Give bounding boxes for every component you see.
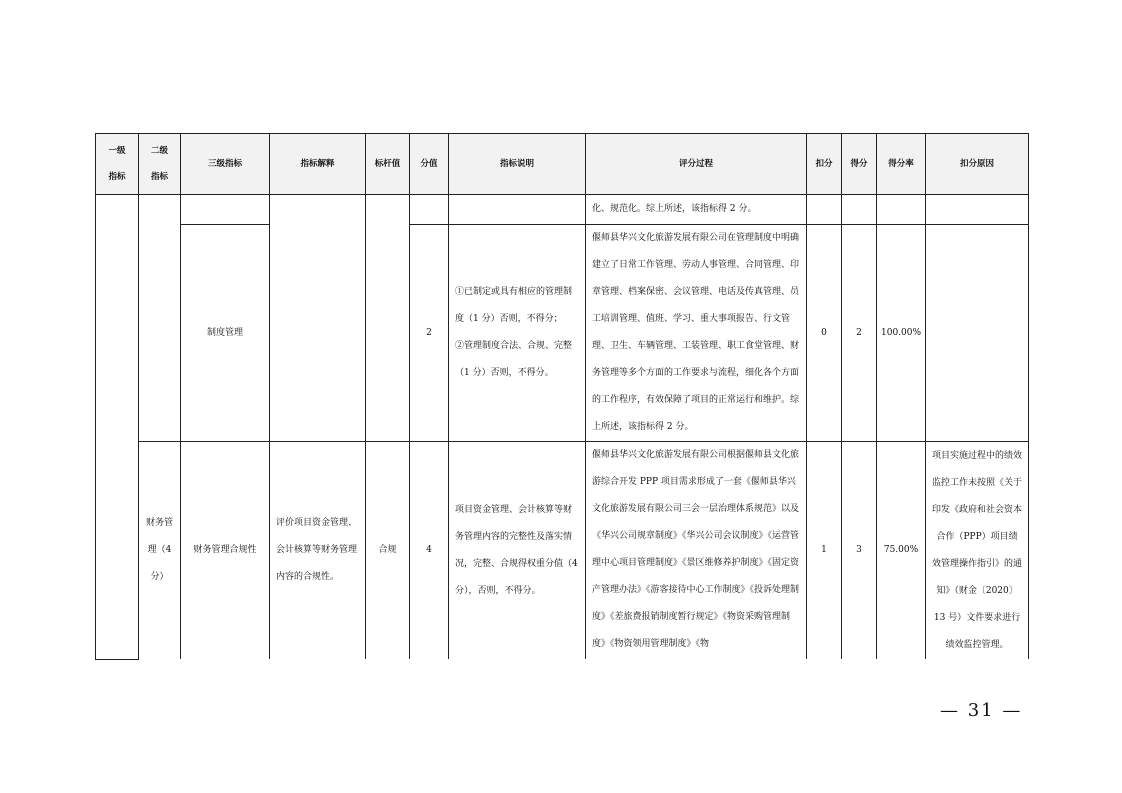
cell-deduct: 0 xyxy=(807,225,842,442)
header-level1: 一级 指标 xyxy=(96,134,139,195)
header-rate: 得分率 xyxy=(877,134,926,195)
header-level2: 二级 指标 xyxy=(139,134,181,195)
cell-score xyxy=(410,195,449,225)
cell-benchmark: 合规 xyxy=(366,442,410,660)
cell-level3 xyxy=(181,195,270,225)
cell-level3: 财务管理合规性 xyxy=(181,442,270,660)
cell-level2: 财务管理（4 分） xyxy=(139,442,181,660)
header-score: 分值 xyxy=(410,134,449,195)
table-row xyxy=(96,225,1029,442)
cell-got: 3 xyxy=(842,442,877,660)
cell-level1 xyxy=(96,195,139,660)
cell-description: ①已制定或具有相应的管理制度（1 分）否则，不得分； ②管理制度合法、合规、完整（1 分）否则，不得分。 xyxy=(449,225,586,442)
cell-got: 2 xyxy=(842,225,877,442)
cell-process: 偃师县华兴文化旅游发展有限公司在管理制度中明确建立了日常工作管理、劳动人事管理、合同管理、印章管理、档案保密、会议管理、电话及传真管理、员工培训管理、值班、学习、重大事项报告、行文管理、卫生、车辆管理、工装管理、职工食堂管理、财务管理等多个方面的工作要求与流程，细化各个方面的工作程序，有效保障了项目的正常运行和维护。综上所述，该指标得 2 分。 xyxy=(586,225,807,442)
cell-rate: 75.00% xyxy=(877,442,926,660)
cell-description xyxy=(449,195,586,225)
cell-deduct: 1 xyxy=(807,442,842,660)
table-header-row xyxy=(96,134,1029,195)
cell-reason xyxy=(926,225,1029,442)
header-got: 得分 xyxy=(842,134,877,195)
cell-got xyxy=(842,195,877,225)
cell-description: 项目资金管理、会计核算等财务管理内容的完整性及落实情况，完整、合规得权重分值（4 分），否则，不得分。 xyxy=(449,442,586,660)
cell-explain xyxy=(270,195,366,442)
cell-rate xyxy=(877,195,926,225)
evaluation-table xyxy=(95,133,1029,660)
table-row xyxy=(96,195,1029,225)
cell-reason: 项目实施过程中的绩效监控工作未按照《关于印发《政府和社会资本合作（PPP）项目绩效管理操作指引》的通知》（财金〔2020〕13 号）文件要求进行绩效监控管理。 xyxy=(926,442,1029,660)
table-row xyxy=(96,442,1029,660)
cell-score: 2 xyxy=(410,225,449,442)
cell-benchmark xyxy=(366,195,410,442)
cell-level2 xyxy=(139,195,181,442)
cell-score: 4 xyxy=(410,442,449,660)
header-level3: 三级指标 xyxy=(181,134,270,195)
cell-level3: 制度管理 xyxy=(181,225,270,442)
header-reason: 扣分原因 xyxy=(926,134,1029,195)
cell-process: 化、规范化。综上所述，该指标得 2 分。 xyxy=(586,195,807,225)
header-deduct: 扣分 xyxy=(807,134,842,195)
cell-rate: 100.00% xyxy=(877,225,926,442)
header-description: 指标说明 xyxy=(449,134,586,195)
header-explain: 指标解释 xyxy=(270,134,366,195)
cell-explain: 评价项目资金管理、会计核算等财务管理内容的合规性。 xyxy=(270,442,366,660)
cell-process: 偃师县华兴文化旅游发展有限公司根据偃师县文化旅游综合开发 PPP 项目需求形成了一套《偃师县华兴文化旅游发展有限公司三会一层治理体系规范》以及《华兴公司规章制度》《华兴公司会议制度》《运营管理中心项目管理制度》《景区维修养护制度》《固定资产管理办法》《游客接待中心工作制度》《投诉处理制度》《差旅费报销制度暂行规定》《物资采购管理制度》《物资领用管理制度》《物 xyxy=(586,442,807,660)
header-process: 评分过程 xyxy=(586,134,807,195)
header-benchmark: 标杆值 xyxy=(366,134,410,195)
cell-deduct xyxy=(807,195,842,225)
page-number: — 31 — xyxy=(940,700,1023,721)
cell-reason xyxy=(926,195,1029,225)
